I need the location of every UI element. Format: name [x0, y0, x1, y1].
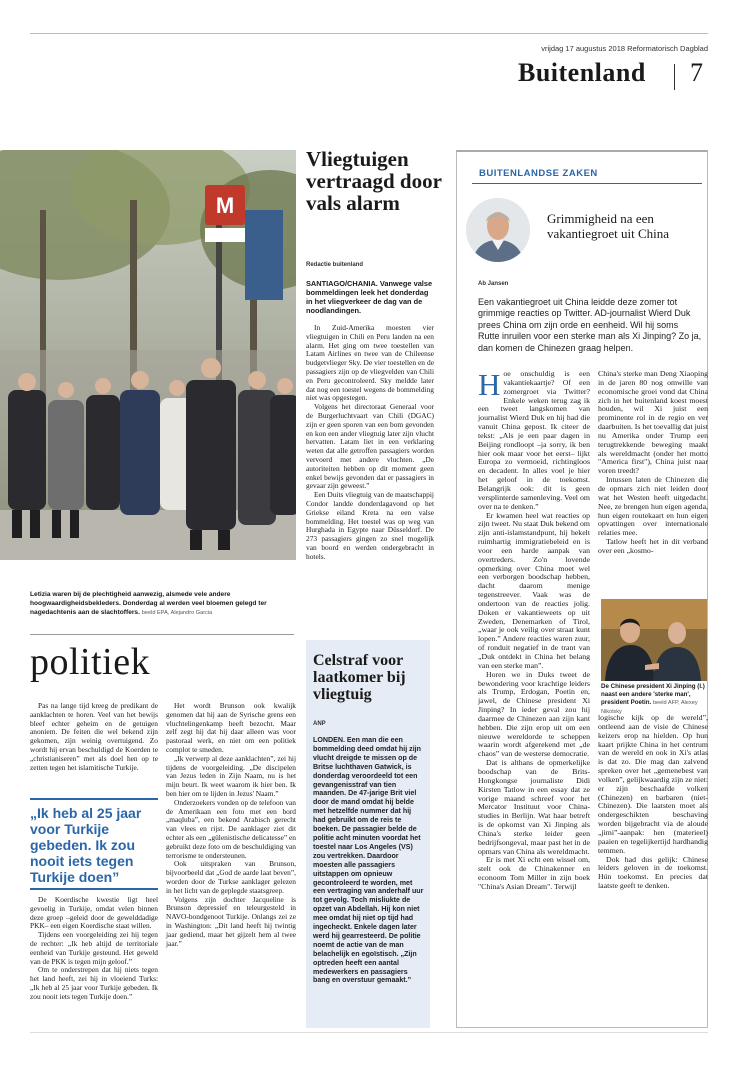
politiek-title: politiek: [30, 641, 151, 683]
column-author: Ab Jansen: [478, 281, 509, 287]
main-photo: [0, 150, 296, 560]
politiek-paragraph: „Ik verwerp al deze aanklachten”, zei hij tijdens de voorgeleiding. „De discipelen van Jezus leden in Zijn Naam, nu is het mijn beurt. Ik weet waarom ik hier ben. Ik ben hier om te lijden in Jezus' Naam.”: [166, 753, 296, 798]
column-kicker-rule: [472, 183, 702, 184]
article2-body: LONDEN. Een man die een bommelding deed omdat hij zijn vlucht dreigde te missen op de Britse luchthaven Gatwick, is donderdag veroordeeld tot een gevangenisstraf van tien maanden. De 47-jarige Brit viel door de mand omdat hij belde met hetzelfde nummer dat hij had gebruikt om de reis te boeken. De passagier belde de politie acht minuten voordat het toestel naar Los Angeles (VS) zou vertrekken. Daardoor moesten alle passagiers uitstappen om opnieuw gecontroleerd te worden, met een vertraging van anderhalf uur tot gevolg. Toch misliukte de opzet van Abdellah. Hij kon niet mee omdat hij niet op tijd had ingecheckt. Enkele dagen later werd hij gearresteerd. De politie noemt de actie van de man belachelijk en egoïstisch. „Zijn optreden heeft een aantal medewerkers en passagiers bang en overstuur gemaakt.”: [313, 736, 424, 985]
top-rule: [30, 33, 708, 34]
column-col2-top: [598, 370, 708, 556]
article1-headline: Vliegtuigen vertraagd door vals alarm: [306, 147, 442, 215]
photo-credit: beeld EPA, Alejandro Garcia: [141, 610, 213, 616]
article2-byline: ANP: [313, 721, 326, 727]
column-paragraph: Intussen laten de Chinezen die de opmars zich niet leiden door wat het Westen heeft uitgedacht. Nee, ze brengen hun eigen agenda, hun eigen routekaart en hun eigen opvattingen over internationale relaties mee.: [598, 475, 708, 538]
column-headline: Grimmigheid na een vakantiegroet uit China: [547, 211, 670, 241]
xi-putin-credit: beeld AFP, Alexey Nikolsky: [601, 700, 698, 715]
column-paragraph: China's sterke man Deng Xiaoping in de jaren 80 nog omwille van economische groei vond dat China zich in het buitenland koest moest houden, wil Xi juist een prominente rol in de regio en ver daarbuiten. Is het toevallig dat juist nu Amerika onder Trump een terugtrekkende beweging maakt als wereldmacht (onder het motto "America first"), China juist naar voren treedt?: [598, 369, 708, 476]
politiek-paragraph: Tijdens een voorgeleiding zei hij tegen de rechter: „Ik heb altijd de territoriale eenheid van Turkije gesteund. Het geweld van de PKK is tegen mijn geloof.”: [30, 930, 158, 966]
xi-putin-photo: [601, 599, 707, 681]
article2-headline: Celstraf voor laatkomer bij vliegtuig: [313, 652, 406, 703]
article1-paragraph: Volgens het directoraat Generaal voor de Burgerluchtvaart van Chili (DGAC) zijn er geen sporen van een bom gevonden en kon een ander vliegtuig later zijn vlucht hervatten. Latam liet in een verklaring weten dat alle getroffen passagiers worden vervoerd met andere vluchten. „De autoriteiten hebben op dit moment geen enkel bewijs gevonden dat er passagiers in gevaar zijn geweest.”: [306, 402, 434, 491]
xi-putin-caption: [601, 683, 707, 716]
column-paragraph: Dat is althans de opmerkelijke boodschap van de Brits-Hongkongse journaliste Didi Kirsten Tatlow in een essay dat ze vorige maand schreef voor het Mercator Instituut voor China-studies in Berlijn. Wat haar betreft is de opkomst van Xi Jinping als China's sterke leider geen bedrijfsongeval, maar past het in de opmars van China als wereldmacht.: [478, 758, 590, 856]
column-paragraph: Er kwamen heel wat reacties op zijn tweet. Nu staat Duk bekend om zijn anti-islamstandpunt, hij hekelt ruimhartig immigratiebeleid en is voor een harde aanpak van overtreders. Zo'n lovende opmerking over China moet wel een verborgen boodschap hebben, dacht daarom menige tegenstreever. Vaak was de ondertoon van de reacties jolig. Doken er vakantieweets op uit Zweden, Denemarken of Tirol, „waar je ook veilig over straat kunt lopen.” Andere reacties waren zuur, of ronduit negatief in de trant van „Duk ontdekt in China het belang van een sterke man”.: [478, 510, 590, 670]
politiek-paragraph: Pas na lange tijd kreeg de predikant de aanklachten te horen. Veel van het bewijs bleef echter geheim en de getuigen anoniem. De feiten die wel bekend zijn gekomen, zijn weinig overtuigend. Zo wordt hij ervan beschuldigd de Koerden te „christianiseren” met als doel hen op te zetten tegen het islamitische Turkije.: [30, 701, 158, 772]
column-intro: Een vakantiegroet uit China leidde deze zomer tot grimmige reacties op Twitter. AD-journalist Wierd Duk prees China om zijn orde en eenheid. Wil hij soms Rutte inruilen voor een sterke man als Xi Jinping? Zo ja, dan komen de Chinezen graag helpen.: [478, 297, 702, 353]
politiek-col1-top: [30, 702, 158, 772]
politiek-paragraph: Ook uitspraken van Brunson, bijvoorbeeld dat „God de aarde laat beven”, worden door de Turkse aanklager gelezen in het licht van de geplegde staatsgreep.: [166, 859, 296, 895]
politiek-paragraph: Volgens zijn dochter Jacqueline is Brunson depressief en teleurgesteld in NAVO-bondgenoot Turkije. Onlangs zei ze in Washington: „Dit land heeft hij twintig jaar gediend, maar het gijzelt hem al twee jaar.”: [166, 894, 296, 948]
article1-paragraph: Een Duits vliegtuig van de maatschappij Condor landde donderdagavond op het Griekse eiland Kreta na een valse bommelding. Het toestel was op weg van Hurghada in Egypte naar Düsseldorf. De 273 passagiers gingen zo snel mogelijk van boord en werden ondergebracht in hotels.: [306, 490, 434, 561]
xi-putin-caption-text: De Chinese president Xi Jinping (l.) naast een andere 'sterke man', president Poetin.: [601, 683, 705, 707]
politiek-paragraph: Het wordt Brunson ook kwalijk genomen dat hij aan de Syrische grens een vluchtelingenkamp heeft bezocht. Maar zelf zegt hij dat hij daar alleen was voor pastoraal werk, en niet om een politiek complot te smeden.: [166, 701, 296, 754]
section-title: Buitenland: [518, 58, 646, 87]
dateline: vrijdag 17 augustus 2018 Reformatorisch Dagblad: [541, 44, 708, 53]
article1-lead: SANTIAGO/CHANIA. Vanwege valse bommeldingen leek het donderdag in het vliegverkeer de dag van de noodlandingen.: [306, 279, 433, 315]
pullquote: „Ik heb al 25 jaar voor Turkije gebeden. Ik zou nooit iets tegen Turkije doen”: [30, 805, 142, 885]
article1-body: [306, 324, 434, 562]
section-divider: [674, 64, 675, 90]
article1-paragraph: In Zuid-Amerika moesten vier vliegtuigen in Chili en Peru landen na een alarm. Het ging om twee toestellen van Latam Airlines en twee van de Chileense budgetvlieger Sky. De vier toestellen en de passagiers zijn op de vliegvelden van Chili en Peru gecontroleerd. Sky meldde later dat nog een toestel wegens de bommelding niet was opgestegen.: [306, 323, 434, 403]
politiek-col2: [166, 702, 296, 948]
politiek-paragraph: Om te onderstrepen dat hij niets tegen het land heeft, zei hij in vloeiend Turks: „Ik heb al 25 jaar voor Turkije gebeden. Ik zou nooit iets tegen Turkije doen.”: [30, 965, 158, 1001]
column-paragraph: Er is met Xi echt een wissel om, stelt ook de Chinakenner en econoom Tom Miller in zijn boek "China's Asian Dream". Terwijl: [478, 855, 590, 891]
column-paragraph: logische kijk op de wereld”, ontleend aan de visie de Chinese keizers erop na hielden. Op hun kaart prijkte China in het centrum van de wereld en ook in Xi's atlas is dat zo. Die mag dan zalvend spreken over het „gemenebest van volken”, gelijkwaardig zijn ze niet: er zijn beschaafde volken (Chinezen) en barbaren (niet-Chinezen). Die laatsten moet als ondergeschikten beschaving worden bijgebracht via de aloude „jimi”-aanpak: hen (materieel) paaien en tegelijkertijd hardhandig temmen.: [598, 713, 708, 855]
dropcap: H: [478, 367, 501, 402]
politiek-rule: [30, 634, 294, 635]
column-col1: [478, 367, 590, 892]
bottom-rule: [30, 1032, 708, 1033]
column-col2-bottom: [598, 714, 708, 891]
column-paragraph: oe onschuldig is een vakantiekaartje? Of een zomergroet via Twitter? Enkele weken terug zag ik een tweet langskomen van journalist Wierd Duk en hij had die vanuit China gepost. Ik citeer de tekst: „Als je een paar dagen in Beijing rondloopt –ja sorry, ik ben hier ook maar voor het eerst– lijkt Europa zo vermoeid, richtingloos en decadent. In alles voel je hier het geloof in de toekomst. Belangrijk ook: dit is geen versplinterde samenleving. Veel om over na te denken.”: [478, 369, 590, 511]
column-paragraph: Horen we in Duks tweet de bewondering voor krachtige leiders als Trump, Erdogan, Poetin en, jawel, de Chinese president Xi Jinping? In ieder geval zou hij daarmee de Chinezen aan zijn kant hebben. Die zijn erop uit om een nieuwe wereldorde te scheppen waarin wordt afgerekend met „de chaos” van de westerse democratie.: [478, 669, 590, 759]
metro-sign: M: [215, 193, 235, 218]
page-number: 7: [690, 58, 703, 87]
column-paragraph: Tatlow heeft het in dit verband over een „kosmo-: [598, 537, 708, 555]
article1-byline: Redactie buitenland: [306, 262, 364, 268]
column-paragraph: Dok had dus gelijk: Chinese leiders geloven in de toekomst. Hún toekomst. En precies dat laatste geeft te denken.: [598, 854, 708, 891]
photo-caption: [30, 590, 298, 618]
column-kicker: BUITENLANDSE ZAKEN: [479, 168, 598, 179]
author-avatar: [466, 198, 530, 262]
photo-caption-text: Letizia waren bij de plechtigheid aanwezig, alsmede vele andere hoogwaardigheidsbekleders. Donderdag al werden veel bloemen gelegd ter nagedachtenis aan de slachtoffers.: [30, 591, 267, 616]
politiek-col1-bottom: [30, 896, 158, 1002]
pullquote-rule-top: [30, 798, 158, 800]
pullquote-rule-bottom: [30, 888, 158, 890]
politiek-paragraph: De Koerdische kwestie ligt heel gevoelig in Turkije, omdat velen binnen deze groep –geleid door de gewelddadige PKK– een eigen Koerdische staat willen.: [30, 895, 158, 931]
politiek-paragraph: Onderzoekers vonden op de telefoon van de Amerikaan een foto met een bord „maqluba”, een bekend Arabisch gerecht van vlees en rijst. De aanklager ziet dit echter als een „gülenistische delicatesse” en gebruikt deze foto om de beschuldiging van terrorisme te ondersteunen.: [166, 797, 296, 860]
